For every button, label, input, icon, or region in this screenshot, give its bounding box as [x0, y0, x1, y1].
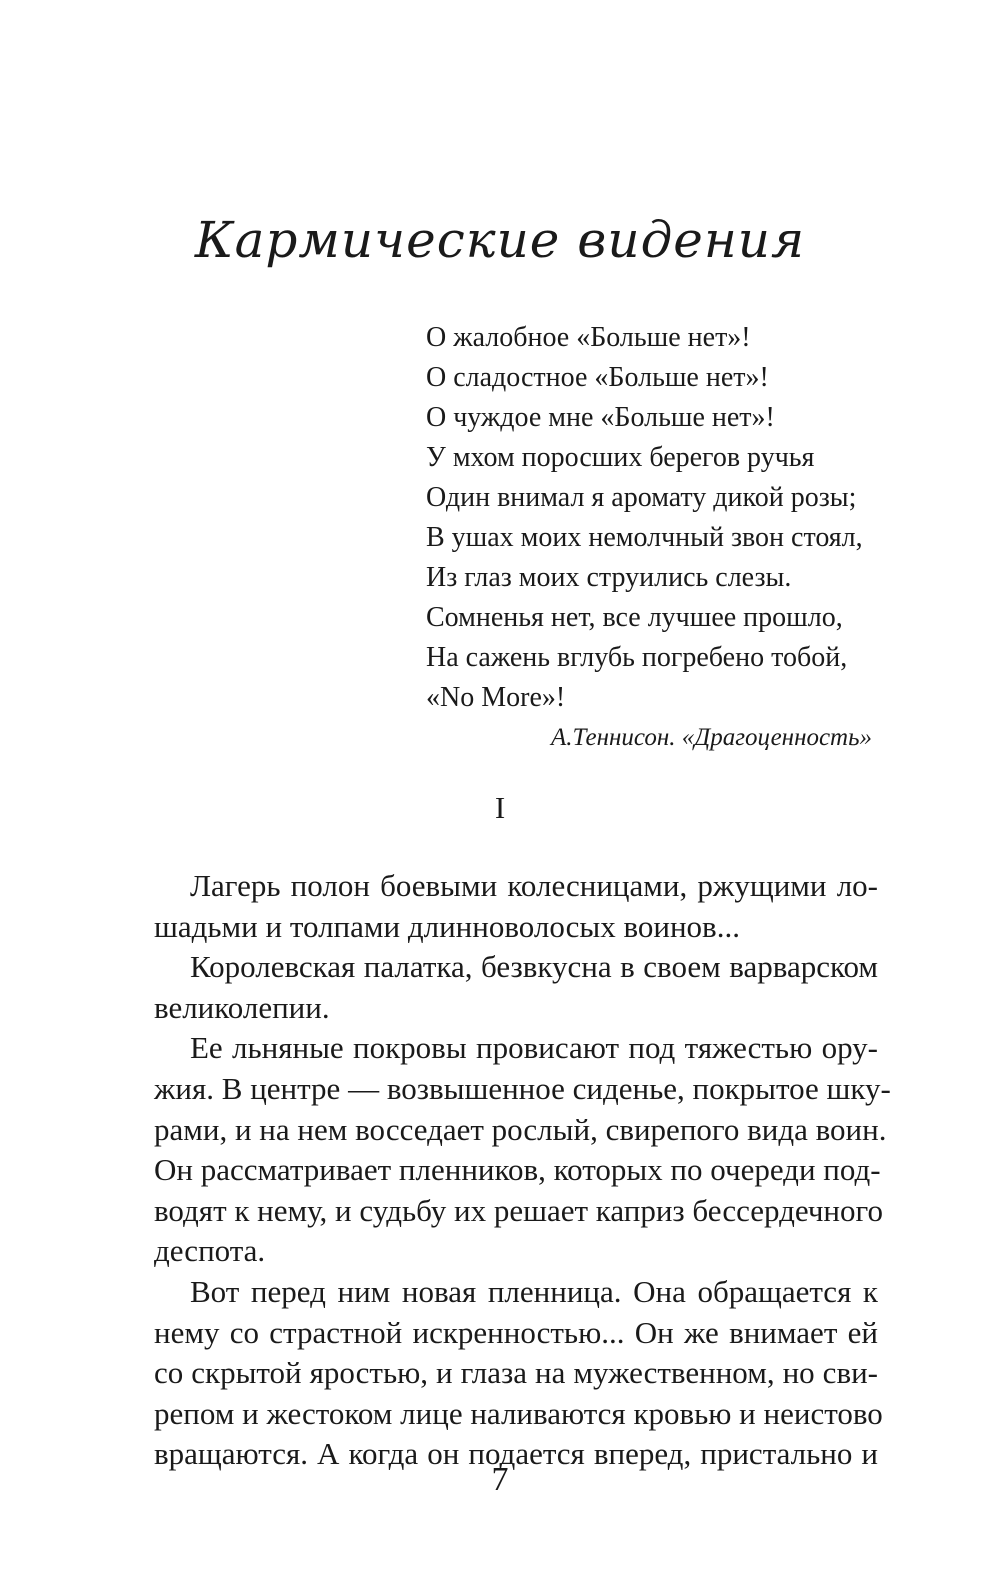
epigraph-line: В ушах моих немолчный звон стоял, — [426, 522, 863, 553]
paragraph — [118, 947, 878, 1028]
chapter-title: Кармические видения — [194, 211, 806, 269]
text-line: Королевская палатка, безвкусна в своем варварском — [190, 949, 878, 985]
text-line: водят к нему, и судьбу их решает каприз бессердечного — [154, 1192, 883, 1228]
body-text — [118, 866, 891, 1475]
epigraph-line: Один внимал я аромату дикой розы; — [426, 482, 857, 513]
text-line: жия. В центре — возвышенное сиденье, покрытое шку- — [154, 1070, 891, 1106]
epigraph-attribution: А.Теннисон. «Драгоценность» — [550, 724, 872, 751]
text-line: репом и жестоком лице наливаются кровью и неистово — [154, 1395, 883, 1431]
text-line: великолепии. — [154, 989, 330, 1025]
page-number: 7 — [491, 1461, 509, 1498]
chapter-number: I — [494, 790, 506, 825]
epigraph-line: У мхом поросших берегов ручья — [426, 442, 815, 473]
text-line: со скрытой яростью, и глаза на мужественном, но сви- — [154, 1355, 878, 1391]
epigraph — [426, 318, 886, 758]
text-line: вращаются. А когда он подается вперед, пристально и — [154, 1436, 878, 1472]
epigraph-line: О жалобное «Больше нет»! — [426, 322, 751, 353]
text-line: Вот перед ним новая пленница. Она обращается к — [190, 1273, 878, 1309]
text-line: Ее льняные покровы провисают под тяжестью ору- — [190, 1030, 878, 1066]
epigraph-line: Из глаз моих струились слезы. — [426, 562, 792, 593]
epigraph-line: О чуждое мне «Больше нет»! — [426, 402, 775, 433]
paragraph — [118, 1272, 883, 1475]
epigraph-line: О сладостное «Больше нет»! — [426, 362, 769, 393]
text-line: Он рассматривает пленников, которых по очереди под- — [154, 1152, 881, 1188]
text-line: рами, и на нем восседает рослый, свирепого вида воин. — [154, 1111, 887, 1147]
paragraph — [118, 866, 878, 947]
paragraph — [118, 1028, 891, 1272]
epigraph-line: Сомненья нет, все лучшее прошло, — [426, 602, 843, 633]
epigraph-line: На сажень вглубь погребено тобой, — [426, 642, 848, 673]
text-line: Лагерь полон боевыми колесницами, ржущими ло- — [190, 868, 878, 903]
text-line: шадьми и толпами длинноволосых воинов... — [154, 908, 740, 944]
epigraph-line: «No More»! — [426, 682, 566, 713]
text-line: нему со страстной искренностью... Он же внимает ей — [154, 1314, 878, 1350]
text-line: деспота. — [154, 1233, 266, 1269]
